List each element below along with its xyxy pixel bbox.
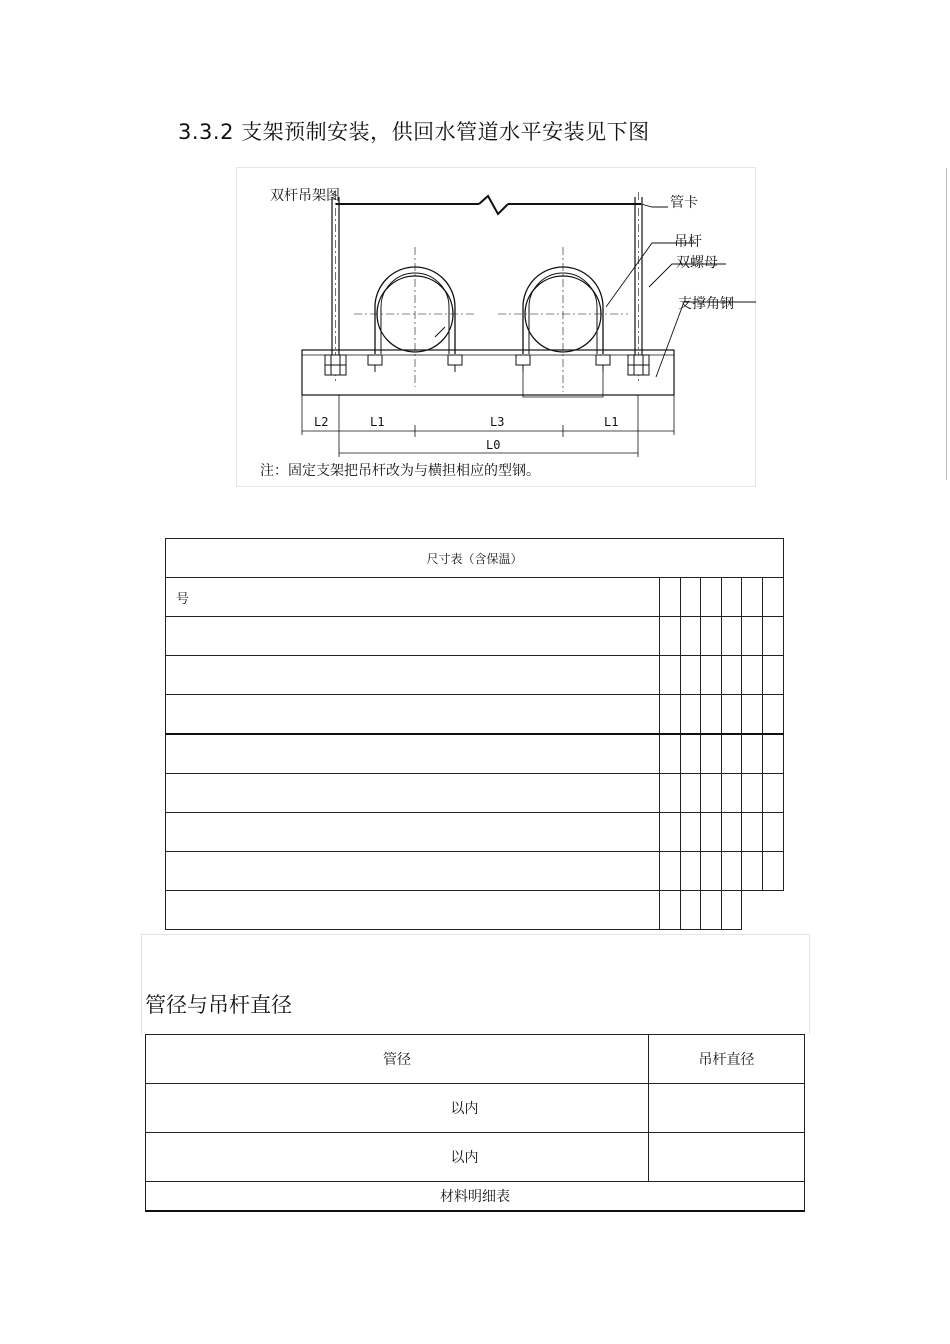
table-cell <box>166 813 660 852</box>
table-cell <box>762 695 783 735</box>
support-angle-steel <box>302 350 674 395</box>
drawing-note: 注：固定支架把吊杆改为与横担相应的型钢。 <box>260 463 540 479</box>
left-hanger-rod <box>332 192 339 382</box>
label-clamp: 管卡 <box>670 195 698 211</box>
hanger-diagram-svg <box>236 167 756 487</box>
material-list-label: 材料明细表 <box>146 1182 805 1212</box>
table-cell <box>762 656 783 695</box>
table-cell <box>742 774 763 813</box>
table-row <box>166 891 784 930</box>
table-header-row <box>146 1035 805 1084</box>
table-row <box>166 734 784 774</box>
table-row <box>166 578 784 617</box>
table-row <box>146 1133 805 1182</box>
table-cell <box>680 578 701 617</box>
header-rod-diameter: 吊杆直径 <box>649 1035 805 1084</box>
table-row <box>166 695 784 735</box>
table-cell <box>701 813 722 852</box>
table-footer-row <box>146 1182 805 1212</box>
table-cell <box>762 578 783 617</box>
table-cell <box>660 578 681 617</box>
table-title-row <box>166 539 784 578</box>
table-cell <box>660 774 681 813</box>
dim-l1-left: L1 <box>370 415 385 429</box>
table-cell <box>721 891 742 930</box>
table-cell <box>166 617 660 656</box>
table-row <box>166 656 784 695</box>
table-row <box>166 813 784 852</box>
double-rod-hanger-drawing <box>236 167 756 487</box>
table-cell <box>660 734 681 774</box>
table-header-number: 号 <box>166 578 660 617</box>
page-edge-mark <box>946 168 947 480</box>
table-cell <box>721 734 742 774</box>
table-cell <box>660 852 681 891</box>
table-cell <box>762 734 783 774</box>
table-cell <box>742 852 763 891</box>
table-cell <box>742 656 763 695</box>
drawing-title: 双杆吊架图 <box>270 188 340 204</box>
table-cell <box>701 695 722 735</box>
table-cell <box>660 695 681 735</box>
rod-diameter-cell <box>649 1084 805 1133</box>
table-cell <box>742 617 763 656</box>
dim-l2: L2 <box>314 415 329 429</box>
table-cell <box>762 617 783 656</box>
pipe-rod-diameter-table <box>145 1034 805 1212</box>
table-cell <box>721 617 742 656</box>
table-cell <box>762 774 783 813</box>
table-cell <box>721 656 742 695</box>
table-cell <box>680 734 701 774</box>
rod-diameter-cell <box>649 1133 805 1182</box>
table-cell-empty <box>742 891 763 930</box>
section-frame <box>141 934 810 1035</box>
table-cell <box>701 774 722 813</box>
table-cell <box>762 813 783 852</box>
label-double-nut: 双螺母 <box>676 255 718 271</box>
table-cell <box>166 734 660 774</box>
table-cell <box>701 617 722 656</box>
section-title: 管径与吊杆直径 <box>145 993 292 1017</box>
table-cell <box>721 852 742 891</box>
table-cell <box>721 695 742 735</box>
table-cell <box>721 578 742 617</box>
table-cell <box>166 852 660 891</box>
dim-l0: L0 <box>486 438 501 452</box>
table-cell <box>166 695 660 735</box>
table-cell <box>701 734 722 774</box>
label-angle-steel: 支撑角钢 <box>678 296 734 312</box>
table-cell <box>166 774 660 813</box>
table-cell <box>660 656 681 695</box>
table-cell <box>701 578 722 617</box>
table-row <box>166 774 784 813</box>
table-cell <box>680 617 701 656</box>
table-cell <box>762 852 783 891</box>
pipe-diameter-cell: 以内 <box>146 1084 649 1133</box>
table-cell <box>166 891 660 930</box>
pipe-clamp-right <box>498 247 628 392</box>
section-heading: 3.3.2 支架预制安装，供回水管道水平安装见下图 <box>178 120 650 144</box>
table-cell <box>166 656 660 695</box>
table-cell <box>701 656 722 695</box>
right-hanger-rod <box>635 192 642 382</box>
dimension-table <box>165 538 784 930</box>
table-cell <box>701 891 722 930</box>
table-cell-empty <box>762 891 783 930</box>
label-rod: 吊杆 <box>674 234 702 250</box>
table-cell <box>680 695 701 735</box>
table-cell <box>680 774 701 813</box>
table-cell <box>721 774 742 813</box>
table-cell <box>742 734 763 774</box>
header-pipe-diameter: 管径 <box>146 1035 649 1084</box>
table-cell <box>660 813 681 852</box>
table-cell <box>742 695 763 735</box>
table-cell <box>680 656 701 695</box>
table-cell <box>680 891 701 930</box>
table-cell <box>660 617 681 656</box>
table-cell <box>742 813 763 852</box>
table-row <box>166 617 784 656</box>
table-row <box>146 1084 805 1133</box>
pipe-clamp-left <box>354 247 476 387</box>
table-cell <box>660 891 681 930</box>
table-cell <box>701 852 722 891</box>
table-title: 尺寸表（含保温） <box>166 539 784 578</box>
table-cell <box>680 852 701 891</box>
dim-l3: L3 <box>490 415 505 429</box>
table-cell <box>742 578 763 617</box>
table-cell <box>721 813 742 852</box>
dim-l1-right: L1 <box>604 415 619 429</box>
table-cell <box>680 813 701 852</box>
table-row <box>166 852 784 891</box>
pipe-diameter-cell: 以内 <box>146 1133 649 1182</box>
